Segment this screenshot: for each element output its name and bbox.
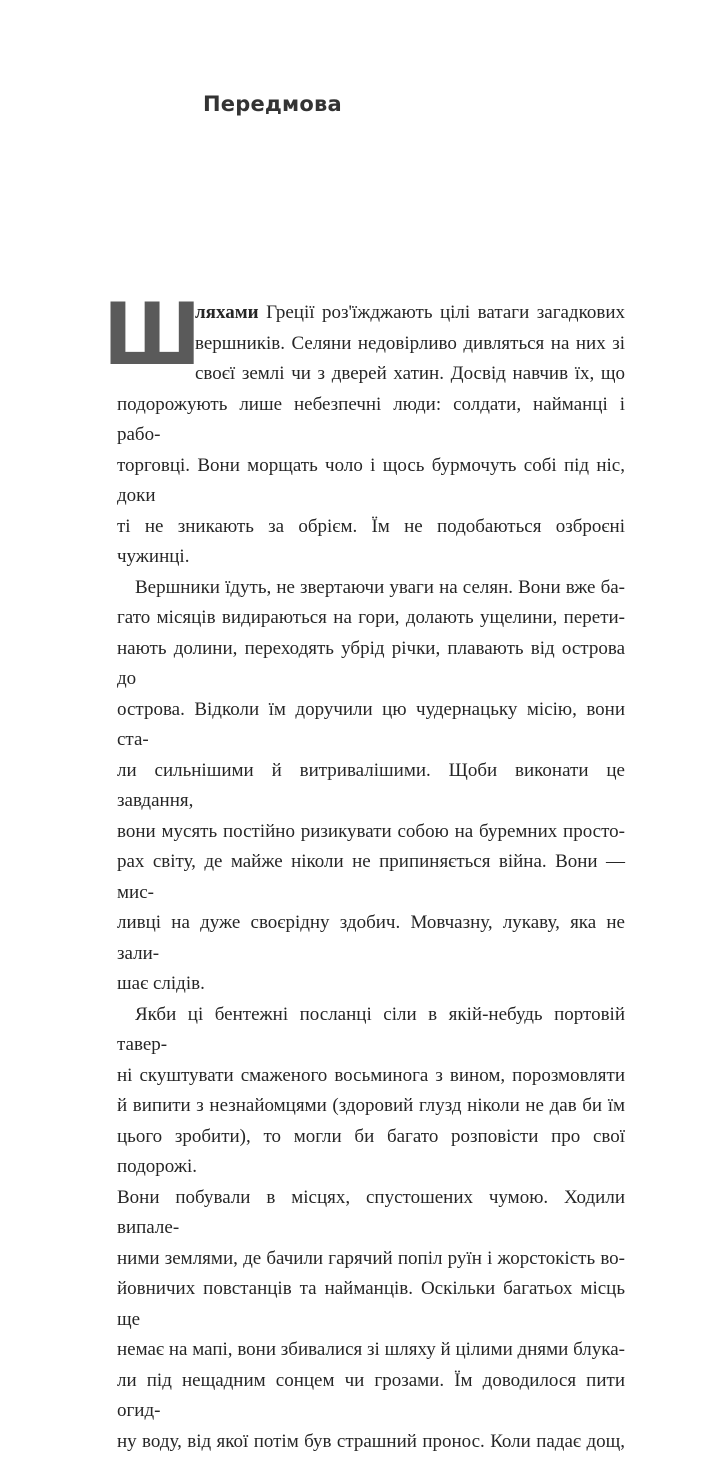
text-line: Вершники їдуть, не звертаючи уваги на селян. Вони вже ба- xyxy=(117,573,625,604)
paragraph-3 xyxy=(117,1000,625,1457)
text-line: острова. Відколи їм доручили цю чудернацьку місію, вони ста- xyxy=(117,695,625,756)
text-line: йовничих повстанців та найманців. Оскільки багатьох місць ще xyxy=(117,1274,625,1335)
text-line: цього зробити), то могли би багато розповісти про свої подорожі. xyxy=(117,1122,625,1183)
text-line: ті не зникають за обрієм. Їм не подобаються озброєні чужинці. xyxy=(117,512,625,573)
body-text xyxy=(117,298,625,1457)
text-line: й випити з незнайомцями (здоровий глузд ніколи не дав би їм xyxy=(117,1091,625,1122)
text-line: Якби ці бентежні посланці сіли в якій-небудь портовій тавер- xyxy=(117,1000,625,1061)
text-line: торговці. Вони морщать чоло і щось бурмочуть собі під ніс, доки xyxy=(117,451,625,512)
paragraph-2 xyxy=(117,573,625,1000)
drop-cap-letter: Ш xyxy=(103,303,201,367)
text-line: вони мусять постійно ризикувати собою на буремних просто- xyxy=(117,817,625,848)
text-line: нають долини, переходять убрід річки, плавають від острова до xyxy=(117,634,625,695)
drop-cap xyxy=(117,303,187,367)
text-line: ні скуштувати смаженого восьминога з вином, порозмовляти xyxy=(117,1061,625,1092)
text-line: гато місяців видираються на гори, долають ущелини, перети- xyxy=(117,603,625,634)
text-line: вершників. Селяни недовірливо дивляться на них зі xyxy=(117,329,625,360)
text-line: ли сильнішими й витривалішими. Щоби виконати це завдання, xyxy=(117,756,625,817)
text-line: ними землями, де бачили гарячий попіл руїн і жорстокість во- xyxy=(117,1244,625,1275)
paragraph-1 xyxy=(117,298,625,573)
text-line: ливці на дуже своєрідну здобич. Мовчазну, лукаву, яка не зали- xyxy=(117,908,625,969)
text-line: ляхами Греції роз'їжджають цілі ватаги загадкових xyxy=(117,298,625,329)
text-line: рах світу, де майже ніколи не припиняється війна. Вони — мис- xyxy=(117,847,625,908)
text-line: подорожують лише небезпечні люди: солдати, найманці і рабо- xyxy=(117,390,625,451)
text-line: ну воду, від якої потім був страшний пронос. Коли падає дощ, xyxy=(117,1427,625,1457)
text-line: немає на мапі, вони збивалися зі шляху й цілими днями блука- xyxy=(117,1335,625,1366)
text-line: Вони побували в місцях, спустошених чумою. Ходили випале- xyxy=(117,1183,625,1244)
text-line: ли під нещадним сонцем чи грозами. Їм доводилося пити огид- xyxy=(117,1366,625,1427)
text-line: своєї землі чи з дверей хатин. Досвід навчив їх, що xyxy=(117,359,625,390)
chapter-heading: Передмова xyxy=(203,92,342,116)
lead-word: ляхами xyxy=(195,302,259,323)
text-line: шає слідів. xyxy=(117,969,625,1000)
